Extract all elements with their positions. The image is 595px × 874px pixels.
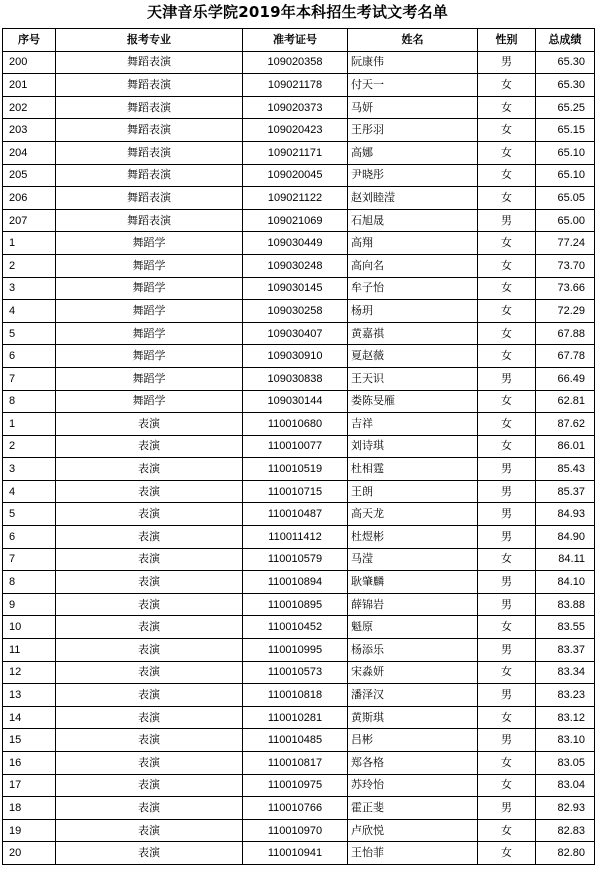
cell-score: 83.37 <box>536 639 595 662</box>
cell-exam-id: 109020358 <box>243 51 348 74</box>
cell-name: 高向名 <box>348 254 478 277</box>
cell-exam-id: 110010573 <box>243 661 348 684</box>
cell-name: 王朗 <box>348 480 478 503</box>
cell-score: 67.88 <box>536 322 595 345</box>
cell-seq: 8 <box>3 390 56 413</box>
cell-exam-id: 110010975 <box>243 774 348 797</box>
cell-exam-id: 109030407 <box>243 322 348 345</box>
cell-score: 84.90 <box>536 526 595 549</box>
cell-major: 表演 <box>56 729 243 752</box>
cell-gender: 女 <box>478 119 536 142</box>
cell-gender: 女 <box>478 322 536 345</box>
cell-name: 杨添乐 <box>348 639 478 662</box>
cell-name: 杜相霆 <box>348 458 478 481</box>
cell-score: 83.04 <box>536 774 595 797</box>
cell-seq: 19 <box>3 819 56 842</box>
cell-major: 表演 <box>56 639 243 662</box>
table-row <box>3 458 595 481</box>
cell-score: 82.83 <box>536 819 595 842</box>
cell-score: 77.24 <box>536 232 595 255</box>
cell-name: 宋淼妍 <box>348 661 478 684</box>
cell-seq: 3 <box>3 458 56 481</box>
table-row <box>3 164 595 187</box>
cell-gender: 男 <box>478 51 536 74</box>
cell-major: 表演 <box>56 752 243 775</box>
cell-score: 83.12 <box>536 706 595 729</box>
cell-seq: 201 <box>3 74 56 97</box>
table-row <box>3 232 595 255</box>
cell-score: 84.10 <box>536 571 595 594</box>
cell-seq: 10 <box>3 616 56 639</box>
cell-exam-id: 110010715 <box>243 480 348 503</box>
page-title: 天津音乐学院2019年本科招生考试文考名单 <box>147 3 448 21</box>
cell-major: 表演 <box>56 797 243 820</box>
cell-score: 73.70 <box>536 254 595 277</box>
cell-score: 83.34 <box>536 661 595 684</box>
cell-major: 表演 <box>56 435 243 458</box>
table-row <box>3 819 595 842</box>
cell-score: 73.66 <box>536 277 595 300</box>
cell-major: 舞蹈学 <box>56 345 243 368</box>
cell-exam-id: 109021171 <box>243 141 348 164</box>
cell-gender: 女 <box>478 277 536 300</box>
table-row <box>3 729 595 752</box>
cell-name: 高天龙 <box>348 503 478 526</box>
cell-name: 吕彬 <box>348 729 478 752</box>
cell-score: 65.25 <box>536 96 595 119</box>
cell-major: 舞蹈表演 <box>56 164 243 187</box>
cell-name: 薛锦岩 <box>348 593 478 616</box>
cell-gender: 男 <box>478 797 536 820</box>
cell-major: 表演 <box>56 526 243 549</box>
cell-score: 65.00 <box>536 209 595 232</box>
table-row <box>3 684 595 707</box>
cell-gender: 男 <box>478 526 536 549</box>
header-gender: 性别 <box>478 29 536 52</box>
cell-name: 马妍 <box>348 96 478 119</box>
cell-name: 赵刘睦滢 <box>348 187 478 210</box>
cell-exam-id: 110010894 <box>243 571 348 594</box>
cell-score: 87.62 <box>536 413 595 436</box>
cell-exam-id: 109030144 <box>243 390 348 413</box>
cell-name: 王天识 <box>348 367 478 390</box>
cell-seq: 1 <box>3 413 56 436</box>
cell-name: 吉祥 <box>348 413 478 436</box>
cell-gender: 女 <box>478 164 536 187</box>
cell-exam-id: 110010941 <box>243 842 348 865</box>
cell-score: 83.05 <box>536 752 595 775</box>
cell-score: 83.23 <box>536 684 595 707</box>
header-row <box>3 29 595 52</box>
cell-exam-id: 110011412 <box>243 526 348 549</box>
table-row <box>3 413 595 436</box>
cell-score: 62.81 <box>536 390 595 413</box>
cell-seq: 12 <box>3 661 56 684</box>
table-row <box>3 639 595 662</box>
cell-exam-id: 110010519 <box>243 458 348 481</box>
cell-gender: 女 <box>478 616 536 639</box>
cell-exam-id: 110010817 <box>243 752 348 775</box>
cell-score: 65.30 <box>536 74 595 97</box>
cell-seq: 20 <box>3 842 56 865</box>
cell-gender: 男 <box>478 729 536 752</box>
cell-name: 郑各格 <box>348 752 478 775</box>
cell-major: 表演 <box>56 480 243 503</box>
cell-major: 表演 <box>56 842 243 865</box>
cell-name: 王怡菲 <box>348 842 478 865</box>
cell-gender: 男 <box>478 480 536 503</box>
cell-seq: 13 <box>3 684 56 707</box>
cell-score: 83.10 <box>536 729 595 752</box>
cell-exam-id: 110010895 <box>243 593 348 616</box>
cell-major: 表演 <box>56 571 243 594</box>
table-row <box>3 435 595 458</box>
cell-seq: 7 <box>3 367 56 390</box>
table-row <box>3 187 595 210</box>
cell-seq: 11 <box>3 639 56 662</box>
cell-seq: 2 <box>3 254 56 277</box>
table-row <box>3 526 595 549</box>
cell-seq: 7 <box>3 548 56 571</box>
cell-name: 夏赵薇 <box>348 345 478 368</box>
table-row <box>3 345 595 368</box>
cell-score: 66.49 <box>536 367 595 390</box>
table-row <box>3 706 595 729</box>
cell-gender: 女 <box>478 548 536 571</box>
table-row <box>3 797 595 820</box>
cell-major: 舞蹈表演 <box>56 119 243 142</box>
cell-major: 舞蹈学 <box>56 300 243 323</box>
cell-exam-id: 109030258 <box>243 300 348 323</box>
cell-score: 83.88 <box>536 593 595 616</box>
cell-seq: 5 <box>3 322 56 345</box>
cell-major: 表演 <box>56 458 243 481</box>
cell-major: 舞蹈学 <box>56 390 243 413</box>
cell-name: 高娜 <box>348 141 478 164</box>
cell-gender: 男 <box>478 458 536 481</box>
cell-seq: 202 <box>3 96 56 119</box>
cell-name: 苏玲怡 <box>348 774 478 797</box>
header-major: 报考专业 <box>56 29 243 52</box>
header-score: 总成绩 <box>536 29 595 52</box>
cell-exam-id: 109020045 <box>243 164 348 187</box>
cell-score: 65.15 <box>536 119 595 142</box>
cell-score: 65.10 <box>536 141 595 164</box>
header-exam-id: 准考证号 <box>243 29 348 52</box>
cell-name: 刘诗琪 <box>348 435 478 458</box>
table-row <box>3 548 595 571</box>
table-header <box>3 29 595 52</box>
cell-exam-id: 110010452 <box>243 616 348 639</box>
table-row <box>3 842 595 865</box>
cell-gender: 女 <box>478 187 536 210</box>
cell-score: 65.05 <box>536 187 595 210</box>
cell-exam-id: 110010818 <box>243 684 348 707</box>
cell-gender: 女 <box>478 390 536 413</box>
cell-major: 表演 <box>56 706 243 729</box>
cell-score: 85.43 <box>536 458 595 481</box>
cell-major: 舞蹈表演 <box>56 51 243 74</box>
table-row <box>3 300 595 323</box>
cell-name: 霍正斐 <box>348 797 478 820</box>
cell-name: 杨玥 <box>348 300 478 323</box>
cell-name: 马滢 <box>348 548 478 571</box>
cell-gender: 女 <box>478 661 536 684</box>
cell-gender: 男 <box>478 593 536 616</box>
cell-exam-id: 109021122 <box>243 187 348 210</box>
cell-exam-id: 110010485 <box>243 729 348 752</box>
cell-seq: 18 <box>3 797 56 820</box>
cell-seq: 205 <box>3 164 56 187</box>
table-row <box>3 367 595 390</box>
cell-seq: 204 <box>3 141 56 164</box>
cell-name: 黄嘉祺 <box>348 322 478 345</box>
cell-gender: 男 <box>478 367 536 390</box>
cell-major: 表演 <box>56 548 243 571</box>
cell-exam-id: 110010579 <box>243 548 348 571</box>
cell-major: 舞蹈学 <box>56 322 243 345</box>
table-row <box>3 74 595 97</box>
cell-major: 舞蹈学 <box>56 277 243 300</box>
cell-exam-id: 109020373 <box>243 96 348 119</box>
cell-gender: 男 <box>478 209 536 232</box>
cell-name: 卢欣悦 <box>348 819 478 842</box>
cell-seq: 14 <box>3 706 56 729</box>
cell-seq: 2 <box>3 435 56 458</box>
table-row <box>3 390 595 413</box>
cell-gender: 女 <box>478 435 536 458</box>
cell-seq: 1 <box>3 232 56 255</box>
header-seq: 序号 <box>3 29 56 52</box>
cell-gender: 男 <box>478 503 536 526</box>
cell-major: 舞蹈学 <box>56 254 243 277</box>
cell-exam-id: 109030449 <box>243 232 348 255</box>
cell-score: 83.55 <box>536 616 595 639</box>
table-row <box>3 209 595 232</box>
cell-major: 舞蹈表演 <box>56 187 243 210</box>
cell-name: 魁原 <box>348 616 478 639</box>
cell-exam-id: 109020423 <box>243 119 348 142</box>
cell-major: 表演 <box>56 819 243 842</box>
cell-exam-id: 110010995 <box>243 639 348 662</box>
table-row <box>3 254 595 277</box>
table-row <box>3 616 595 639</box>
cell-name: 娄陈旻雁 <box>348 390 478 413</box>
table-row <box>3 571 595 594</box>
table-row <box>3 774 595 797</box>
cell-gender: 女 <box>478 300 536 323</box>
cell-seq: 16 <box>3 752 56 775</box>
cell-seq: 3 <box>3 277 56 300</box>
cell-gender: 女 <box>478 74 536 97</box>
cell-exam-id: 109030248 <box>243 254 348 277</box>
table-row <box>3 322 595 345</box>
cell-exam-id: 110010970 <box>243 819 348 842</box>
cell-name: 杜煜彬 <box>348 526 478 549</box>
cell-gender: 男 <box>478 639 536 662</box>
cell-exam-id: 110010487 <box>243 503 348 526</box>
cell-score: 82.80 <box>536 842 595 865</box>
cell-major: 表演 <box>56 593 243 616</box>
cell-seq: 17 <box>3 774 56 797</box>
cell-score: 65.30 <box>536 51 595 74</box>
cell-seq: 8 <box>3 571 56 594</box>
cell-seq: 207 <box>3 209 56 232</box>
cell-major: 舞蹈表演 <box>56 209 243 232</box>
cell-major: 舞蹈表演 <box>56 74 243 97</box>
cell-major: 舞蹈学 <box>56 367 243 390</box>
cell-exam-id: 110010281 <box>243 706 348 729</box>
cell-seq: 15 <box>3 729 56 752</box>
table-row <box>3 96 595 119</box>
cell-name: 尹晓彤 <box>348 164 478 187</box>
cell-name: 黄斯琪 <box>348 706 478 729</box>
cell-major: 舞蹈表演 <box>56 96 243 119</box>
cell-gender: 女 <box>478 254 536 277</box>
cell-score: 86.01 <box>536 435 595 458</box>
cell-gender: 女 <box>478 774 536 797</box>
cell-seq: 203 <box>3 119 56 142</box>
cell-exam-id: 110010680 <box>243 413 348 436</box>
cell-major: 表演 <box>56 774 243 797</box>
table-row <box>3 141 595 164</box>
cell-exam-id: 110010077 <box>243 435 348 458</box>
cell-score: 82.93 <box>536 797 595 820</box>
cell-gender: 女 <box>478 752 536 775</box>
table-row <box>3 503 595 526</box>
cell-name: 付天一 <box>348 74 478 97</box>
table-row <box>3 277 595 300</box>
cell-gender: 女 <box>478 819 536 842</box>
cell-name: 阮康伟 <box>348 51 478 74</box>
cell-gender: 女 <box>478 232 536 255</box>
cell-exam-id: 109030910 <box>243 345 348 368</box>
cell-exam-id: 109030145 <box>243 277 348 300</box>
cell-seq: 6 <box>3 526 56 549</box>
cell-name: 高翔 <box>348 232 478 255</box>
table-row <box>3 119 595 142</box>
cell-gender: 女 <box>478 842 536 865</box>
cell-name: 牟子怡 <box>348 277 478 300</box>
cell-major: 表演 <box>56 684 243 707</box>
cell-name: 潘泽汉 <box>348 684 478 707</box>
cell-seq: 4 <box>3 300 56 323</box>
cell-major: 表演 <box>56 503 243 526</box>
cell-major: 舞蹈表演 <box>56 141 243 164</box>
cell-score: 84.93 <box>536 503 595 526</box>
cell-score: 67.78 <box>536 345 595 368</box>
cell-gender: 女 <box>478 706 536 729</box>
cell-score: 65.10 <box>536 164 595 187</box>
cell-seq: 200 <box>3 51 56 74</box>
cell-major: 表演 <box>56 413 243 436</box>
cell-exam-id: 109030838 <box>243 367 348 390</box>
cell-seq: 4 <box>3 480 56 503</box>
cell-name: 王彤羽 <box>348 119 478 142</box>
cell-score: 85.37 <box>536 480 595 503</box>
table-row <box>3 661 595 684</box>
cell-seq: 9 <box>3 593 56 616</box>
cell-major: 表演 <box>56 661 243 684</box>
cell-major: 表演 <box>56 616 243 639</box>
cell-exam-id: 109021178 <box>243 74 348 97</box>
cell-exam-id: 109021069 <box>243 209 348 232</box>
cell-gender: 女 <box>478 141 536 164</box>
cell-score: 84.11 <box>536 548 595 571</box>
table-body <box>3 51 595 864</box>
cell-gender: 女 <box>478 345 536 368</box>
table-row <box>3 51 595 74</box>
table-row <box>3 480 595 503</box>
table-row <box>3 752 595 775</box>
cell-seq: 6 <box>3 345 56 368</box>
cell-gender: 男 <box>478 684 536 707</box>
cell-score: 72.29 <box>536 300 595 323</box>
admission-list-table <box>2 28 595 865</box>
cell-seq: 206 <box>3 187 56 210</box>
header-name: 姓名 <box>348 29 478 52</box>
cell-name: 石旭晟 <box>348 209 478 232</box>
cell-gender: 女 <box>478 413 536 436</box>
table-row <box>3 593 595 616</box>
cell-exam-id: 110010766 <box>243 797 348 820</box>
cell-major: 舞蹈学 <box>56 232 243 255</box>
cell-name: 耿肇麟 <box>348 571 478 594</box>
cell-gender: 男 <box>478 571 536 594</box>
cell-gender: 女 <box>478 96 536 119</box>
cell-seq: 5 <box>3 503 56 526</box>
